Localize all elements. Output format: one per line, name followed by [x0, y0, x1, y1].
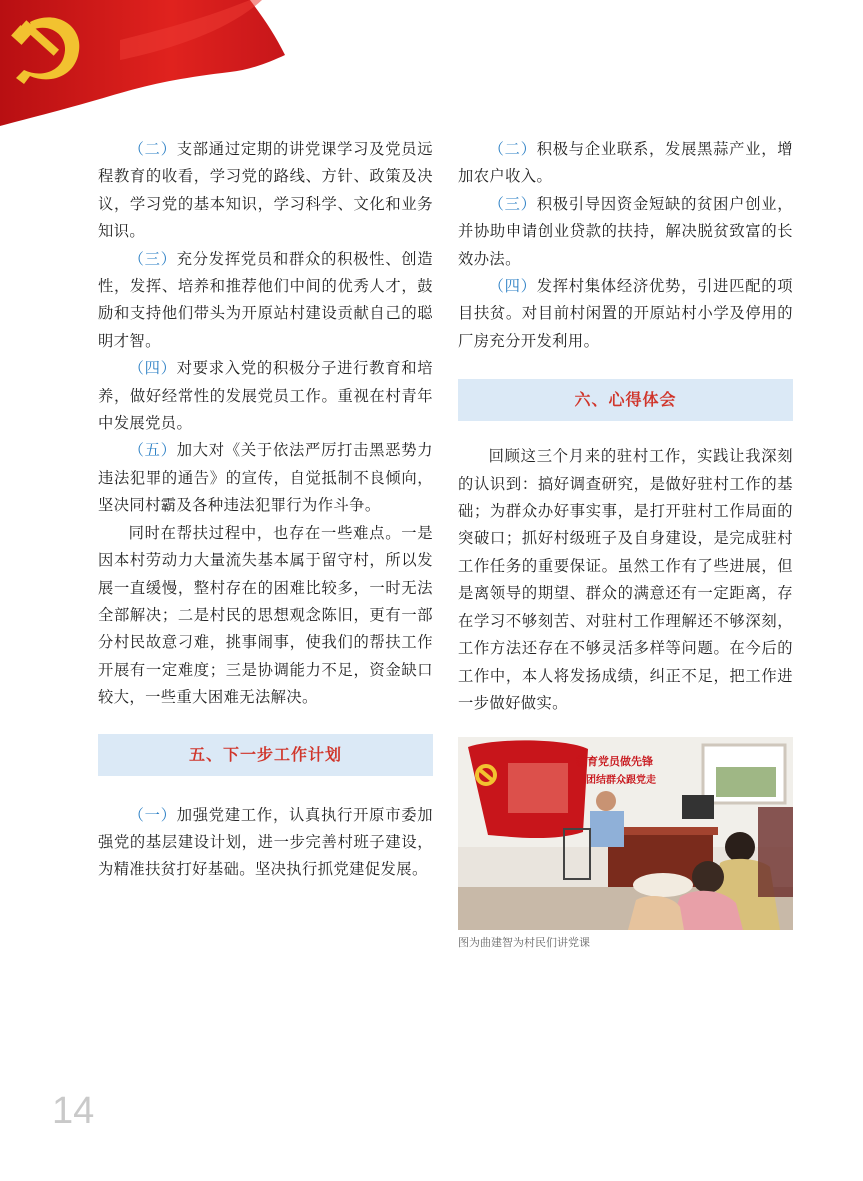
paragraph-text: 充分发挥党员和群众的积极性、创造性，发挥、培养和推荐他们中间的优秀人才，鼓励和支持他们带头为开原站村建设贡献自己的聪明才智。 — [98, 249, 433, 350]
right-column — [458, 136, 793, 950]
left-column — [98, 136, 433, 884]
paragraph-text: 加大对《关于依法严厉打击黑恶势力违法犯罪的通告》的宣传，自觉抵制不良倾向，坚决同村霸及各种违法犯罪行为作斗争。 — [98, 441, 433, 515]
item-number: （四） — [128, 359, 177, 378]
paragraph: 同时在帮扶过程中，也存在一些难点。一是因本村劳动力大量流失基本属于留守村，所以发展一直缓慢，整村存在的困难比较多，一时无法全部解决；二是村民的思想观念陈旧，更有一部分村民故意刁难，挑事闹事，使我们的帮扶工作开展有一定难度；三是协调能力不足，资金缺口较大，一些重大困难无法解决。 — [98, 523, 433, 707]
paragraph-text: 发挥村集体经济优势，引进匹配的项目扶贫。对目前村闲置的开原站村小学及停用的厂房充分开发利用。 — [458, 277, 793, 350]
paragraph — [458, 136, 793, 191]
photo-caption: 图为曲建智为村民们讲党课 — [458, 936, 590, 950]
paragraph: 回顾这三个月来的驻村工作，实践让我深刻的认识到：搞好调查研究，是做好驻村工作的基础；为群众办好事实事，是打开驻村工作局面的突破口；抓好村级班子及自身建设，是完成驻村工作任务的重要保证。虽然工作有了些进展，但是离领导的期望、群众的满意还有一定距离，存在学习不够刻苦、对驻村工作理解还不够深刻，工作方法还存在不够灵活多样等问题。在今后的工作中，本人将发扬成绩，纠正不足，把工作进一步做好做实。 — [458, 447, 793, 712]
paragraph-text: 积极引导因资金短缺的贫困户创业，并协助申请创业贷款的扶持，解决脱贫致富的长效办法。 — [458, 194, 793, 268]
paragraph — [98, 802, 433, 884]
paragraph-text: 积极与企业联系，发展黑蒜产业，增加农户收入。 — [458, 140, 793, 186]
paragraph — [98, 355, 433, 437]
photo-figure — [458, 737, 793, 950]
item-number: （二） — [488, 140, 537, 158]
item-number: （四） — [488, 277, 537, 296]
item-number: （一） — [128, 805, 177, 824]
paragraph-text: 支部通过定期的讲党课学习及党员远程教育的收看，学习党的路线、方针、政策及决议，学习党的基本知识，学习科学、文化和业务知识。 — [98, 140, 433, 241]
party-flag-banner — [0, 0, 300, 130]
paragraph — [98, 246, 433, 356]
photo-sign-text: 团结群众跟党走 — [586, 775, 656, 787]
item-number: （三） — [488, 194, 537, 213]
section-heading: 五、下一步工作计划 — [98, 734, 433, 776]
item-number: （二） — [128, 140, 177, 158]
paragraph — [458, 191, 793, 273]
paragraph-text: 加强党建工作，认真执行开原市委加强党的基层建设计划，进一步完善村班子建设，为精准扶贫打好基础。坚决执行抓党建促发展。 — [98, 805, 433, 879]
section-heading: 六、心得体会 — [458, 379, 793, 421]
item-number: （三） — [128, 249, 177, 268]
paragraph-text: 对要求入党的积极分子进行教育和培养，做好经常性的发展党员工作。重视在村青年中发展党员。 — [98, 359, 433, 433]
photo-sign-text: 教育党员做先锋 — [576, 755, 653, 769]
photo-villagers-party-lecture — [458, 737, 793, 930]
paragraph — [98, 136, 433, 246]
paragraph — [98, 437, 433, 519]
item-number: （五） — [128, 441, 177, 460]
paragraph — [458, 273, 793, 355]
page-number: 14 — [52, 1090, 95, 1132]
